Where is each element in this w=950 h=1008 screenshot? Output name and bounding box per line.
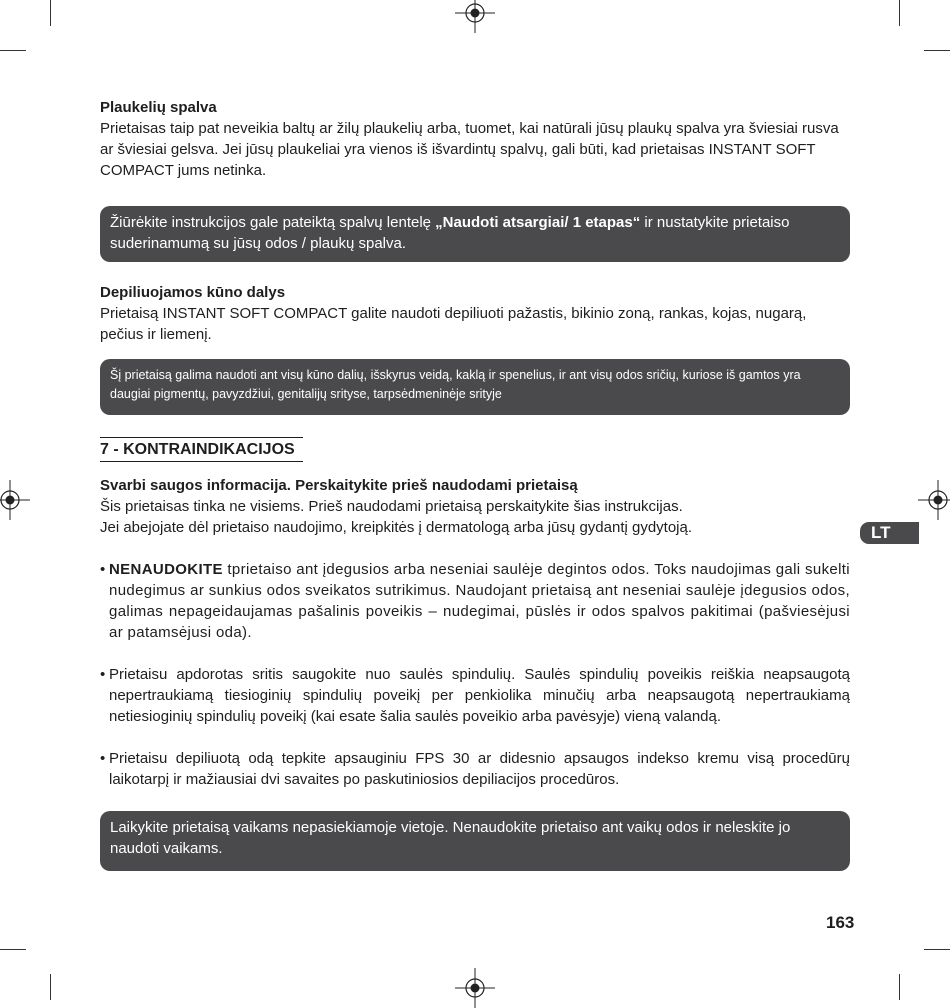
registration-mark-left (0, 480, 30, 520)
crop-mark-top-left-v (50, 0, 51, 26)
safety-line-2: Jei abejojate dėl prietaiso naudojimo, kreipkitės į dermatologą arba jūsų gydantį gydytoją. (100, 519, 693, 536)
info-box-text-bold: „Naudoti atsargiai/ 1 etapas“ (435, 214, 641, 231)
contraindication-list (100, 559, 850, 790)
info-box-text-after: ir nustatykite prietaiso suderinamumą su jūsų odos / plaukų spalva. (110, 214, 790, 252)
list-item (100, 748, 850, 790)
info-box-text-before: Žiūrėkite instrukcijos gale pateiktą spalvų lentelę (110, 214, 436, 231)
section-hair-title: Plaukelių spalva (100, 99, 217, 116)
info-box-body-areas (100, 359, 850, 415)
safety-subtitle: Svarbi saugos informacija. Perskaitykite prieš naudodami prietaisą (100, 477, 578, 494)
info-box-children (100, 811, 850, 871)
crop-mark-top-left-h (0, 50, 26, 51)
crop-mark-bottom-left-h (0, 949, 26, 950)
registration-mark-bottom (455, 968, 495, 1008)
language-tab: LT (860, 522, 919, 544)
list-item (100, 664, 850, 727)
crop-mark-bottom-right-v (899, 974, 900, 1000)
registration-mark-right (918, 480, 950, 520)
safety-line-1: Šis prietaisas tinka ne visiems. Prieš naudodami prietaisą perskaitykite šias instrukcijas. (100, 498, 683, 515)
section-hair-body: Prietaisas taip pat neveikia baltų ar žilų plaukelių arba, tuomet, kai natūrali jūsų plaukų spalva yra šviesiai rusva ar šviesiai gelsva. Jei jūsų plaukeliai yra vienos iš išvardintų spalvų, gali būti, kad prietaisas INSTANT SOFT COMPACT jums netinka. (100, 120, 839, 179)
list-item-text: tprietaiso ant įdegusios arba neseniai saulėje degintos odos. Toks naudojimas gali sukelti nudegimus ar sunkius odos sveikatos sutrikimus. Naudojant prietaisą ant neseniai saulėje įdegusios odos, galimas nepageidaujamas pašalinis poveikis – nudegimai, pūslės ir odos spalvos pakitimai (pašviesėjusi ar patamsėjusi oda). (109, 561, 850, 641)
crop-mark-bottom-left-v (50, 974, 51, 1000)
list-item-text: Prietaisu apdorotas sritis saugokite nuo saulės spindulių. Saulės spindulių poveikis reiškia neapsaugotą nepertraukiamą tiesioginių spindulių poveikį per penkiolika minučių arba neapsaugotą nepertraukiamą netiesioginių spindulių poveikį (kai esate šalia saulės poveikio arba pavėsyje) vieną valandą. (109, 666, 850, 725)
crop-mark-bottom-right-h (924, 949, 950, 950)
section-heading: 7 - KONTRAINDIKACIJOS (100, 437, 303, 462)
section-body-body: Prietaisą INSTANT SOFT COMPACT galite naudoti depiliuoti pažastis, bikinio zoną, rankas, kojas, nugarą, pečius ir liemenį. (100, 305, 807, 343)
info-box-color-chart (100, 206, 850, 262)
registration-mark-top (455, 0, 495, 33)
list-item-bold: NENAUDOKITE (109, 561, 223, 578)
page-number: 163 (826, 913, 855, 932)
section-body-title: Depiliuojamos kūno dalys (100, 284, 286, 301)
page-content (100, 97, 850, 871)
info-box-body-areas-text: Šį prietaisą galima naudoti ant visų kūno dalių, išskyrus veidą, kaklą ir spenelius, ir ant visų odos sričių, kuriose iš gamtos yra daugiai pigmentų, pavyzdžiui, genitalijų srityse, tarpsėdmeninėje srityje (110, 368, 801, 401)
list-item-text: Prietaisu depiliuotą odą tepkite apsauginiu FPS 30 ar didesnio apsaugos indekso kremu visą procedūrų laikotarpį ir mažiausiai dvi savaites po paskutiniosios depiliacijos procedūros. (109, 750, 850, 788)
crop-mark-top-right-h (924, 50, 950, 51)
list-item (100, 559, 850, 643)
info-box-children-text: Laikykite prietaisą vaikams nepasiekiamoje vietoje. Nenaudokite prietaiso ant vaikų odos ir neleskite jo naudoti vaikams. (110, 819, 791, 857)
crop-mark-top-right-v (899, 0, 900, 26)
